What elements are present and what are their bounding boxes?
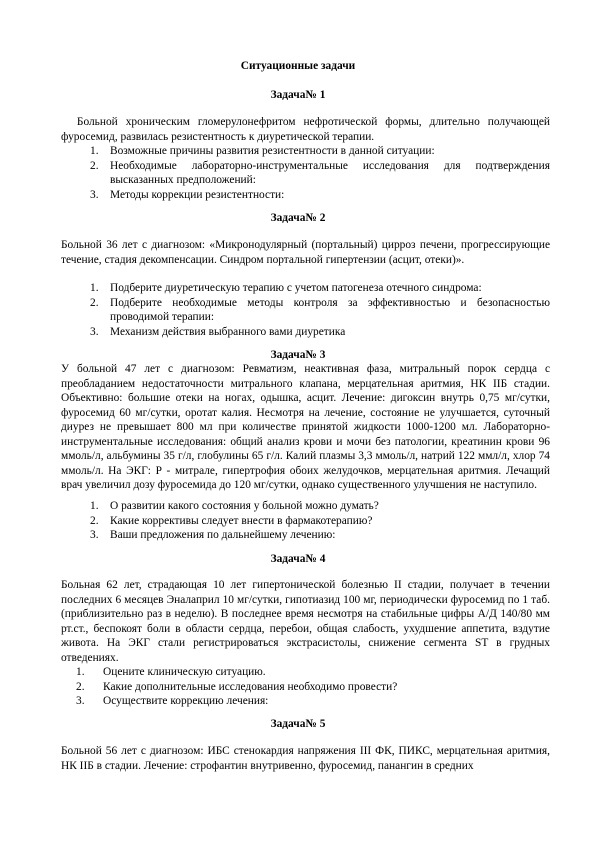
task-2-heading: Задача№ 2 <box>270 212 326 224</box>
main-title: Ситуационные задачи <box>240 60 356 72</box>
task-3-questions <box>61 499 550 543</box>
task-5-heading: Задача№ 5 <box>270 718 326 730</box>
list-item: 2. Какие коррективы следует внести в фармакотерапию? <box>90 514 373 527</box>
list-item: 1. О развитии какого состояния у больной можно думать? <box>90 500 379 512</box>
list-item: 3. Осуществите коррекцию лечения: <box>76 695 269 707</box>
list-item: 3. Механизм действия выбранного вами диуретика <box>90 325 346 338</box>
list-item: 2. Необходимые лабораторно-инструментальные исследования для подтверждения высказанных предположений: <box>90 159 550 186</box>
task-2-questions <box>61 281 550 339</box>
task-4-text: Больная 62 лет, страдающая 10 лет гипертонической болезнью II стадии, получает в течении последних 6 месяцев Эналаприл 10 мг/сутки, гипотиазид 100 мг, периодически фуросемид по 1 таб. (приблизительно раз в неделю). В последнее время несмотря на стабильные цифры А/Д 140/80 мм рт.ст., беспокоят боли в области сердца, перебои, общая слабость, ухудшение аппетита, вздутие живота. На ЭКГ стали регистрироваться экстрасистолы, снижение сегмента ST в грудных отведениях. <box>61 579 550 664</box>
task-4-questions <box>61 665 550 709</box>
list-item: 2. Подберите необходимые методы контроля за эффективностью и безопасностью проводимой терапии: <box>90 296 550 323</box>
task-1-questions <box>61 144 550 202</box>
task-3-heading: Задача№ 3 <box>270 349 326 361</box>
list-item: 3. Ваши предложения по дальнейшему лечению: <box>90 529 336 541</box>
task-2-text: Больной 36 лет с диагнозом: «Микронодулярный (портальный) цирроз печени, прогрессирующие течение, стадия декомпенсации. Синдром портальной гипертензии (асцит, отеки)». <box>61 239 550 266</box>
list-item: 1. Возможные причины развития резистентности в данной ситуации: <box>90 145 435 157</box>
task-1-heading: Задача№ 1 <box>270 89 326 101</box>
list-item: 1. Оцените клиническую ситуацию. <box>76 666 266 678</box>
task-1-text: Больной хроническим гломерулонефритом нефротической формы, длительно получающей фуросемид, развилась резистентность к диуретической терапии. <box>61 116 553 143</box>
task-3-text: У больной 47 лет с диагнозом: Ревматизм, неактивная фаза, митральный порок сердца с преобладанием недостаточности митрального клапана, мерцательная аритмия, НК IIБ стадии. Объективно: большие отеки на ногах, одышка, асцит. Лечение: дигоксин внутрь 0,75 мг/сутки, фуросемид 60 мг/сутки, оротат калия. Несмотря на лечение, состояние не улучшается, суточный диурез не превышает 800 мл при количестве принятой жидкости 1000-1200 мл. Лабораторно-инструментальные исследования: общий анализ крови и мочи без патологии, креатинин крови 96 ммоль/л, альбумины 35 г/л, глобулины 65 г/л. Калий плазмы 3,3 ммоль/л, натрий 122 ммл/л, хлор 74 ммоль/л. На ЭКГ: Р - митрале, гипертрофия обоих желудочков, мерцательная аритмия. Лечащий врач увеличил дозу фуросемида до 120 мг/сутки, однако существенного улучшения не наступило. <box>61 363 550 491</box>
task-4-heading: Задача№ 4 <box>270 553 326 565</box>
list-item: 2. Какие дополнительные исследования необходимо провести? <box>76 680 398 693</box>
list-item: 1. Подберите диуретическую терапию с учетом патогенеза отечного синдрома: <box>90 282 482 294</box>
task-5-text: Больной 56 лет с диагнозом: ИБС стенокардия напряжения III ФК, ПИКС, мерцательная аритмия, НК IIБ в стадии. Лечение: строфантин внутривенно, фуросемид, панангин в средних <box>61 745 550 772</box>
list-item: 3. Методы коррекции резистентности: <box>90 188 285 201</box>
